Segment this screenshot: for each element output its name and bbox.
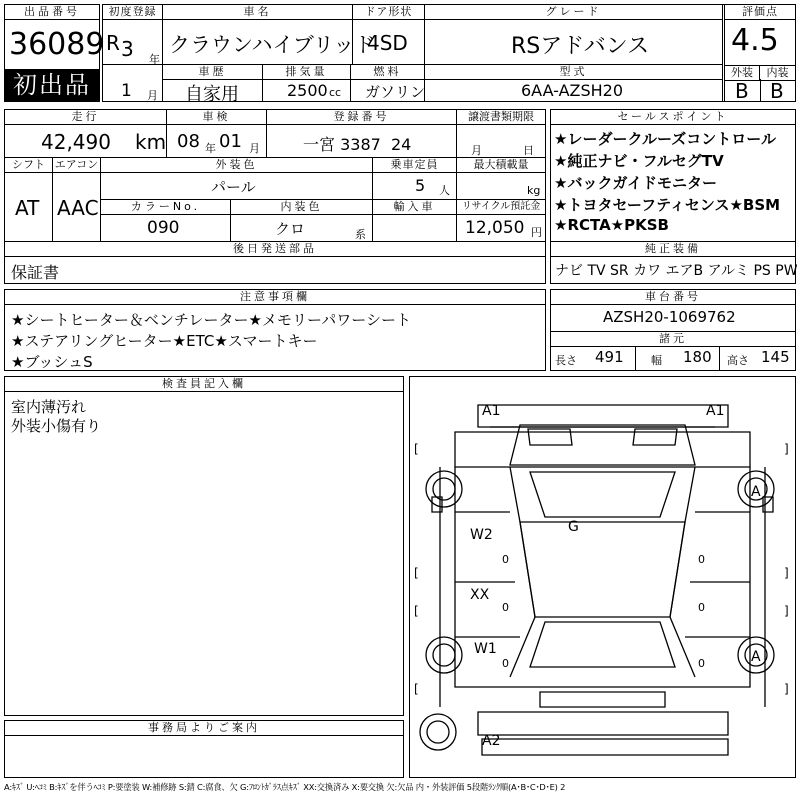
height-value: 145	[761, 348, 790, 366]
inspection-label: 車検	[167, 110, 267, 125]
max-load-unit: kg	[527, 184, 541, 197]
import-cell	[373, 214, 457, 242]
capacity-value: 5	[415, 176, 426, 195]
first-reg-month-unit: 月	[147, 89, 158, 102]
model-cell	[425, 79, 723, 101]
mark-right-front-wheel: A	[751, 484, 761, 500]
color-no-label: カラーNo.	[101, 200, 231, 215]
lot-box	[4, 4, 105, 102]
grade-label: グレード	[425, 5, 723, 20]
svg-text:]: ]	[784, 682, 789, 696]
shift-cell	[5, 172, 53, 242]
legend: A:ｷｽﾞ U:ﾍｺﾐ B:ｷｽﾞを伴うﾍｺﾐ P:要塗装 W:補修跡 S:錆 C:腐食、欠 G:ﾌﾛﾝﾄｶﾞﾗｽ点ｷｽﾞ XX:交換済み X:要交換 欠:欠品 内・外装評価 5段階ﾗﾝｸ順(A･B･C･D･E) 2	[4, 782, 566, 792]
capacity-label: 乗車定員	[373, 158, 457, 173]
int-color-cell	[231, 214, 373, 242]
transfer-day-unit: 日	[523, 144, 534, 157]
inspector-note: 外装小傷有り	[11, 417, 102, 435]
sales-points-label: セールスポイント	[551, 110, 795, 125]
svg-text:[: [	[414, 566, 419, 580]
sales-point-item: ★トヨタセーフティセンス★BSM	[554, 196, 781, 214]
first-reg-era: R	[106, 31, 120, 55]
height-label: 高さ	[727, 354, 749, 367]
aircon-value: AAC	[57, 196, 99, 220]
equipment-label: 純正装備	[551, 242, 795, 257]
recycle-value: 12,050	[465, 218, 525, 238]
plate-label: 登録番号	[267, 110, 457, 125]
score-int-label: 内装	[760, 65, 795, 81]
sales-point-item: ★バックガイドモニター	[554, 174, 717, 192]
transfer-month-unit: 月	[471, 144, 482, 157]
int-color-unit: 系	[355, 228, 366, 241]
shift-value: AT	[15, 196, 40, 220]
car-diagram	[410, 377, 795, 777]
fuel-label: 燃料	[351, 65, 425, 80]
inspection-month-unit: 月	[249, 142, 260, 155]
office-box	[4, 720, 404, 778]
svg-text:[: [	[414, 604, 419, 618]
score-ext-label: 外装	[725, 65, 760, 81]
aircon-label: エアコン	[53, 158, 101, 173]
mark-right-rear-wheel: A	[751, 649, 761, 665]
int-color-label: 内装色	[231, 200, 373, 215]
mileage-value: 42,490	[41, 130, 111, 154]
chassis-label: 車台番号	[551, 290, 795, 305]
recycle-label: リサイクル預託金	[457, 200, 545, 215]
score-box	[724, 4, 796, 102]
caution-item: ★シートヒーター＆ベンチレーター★メモリーパワーシート	[11, 311, 411, 329]
svg-text:[: [	[414, 682, 419, 696]
door-label: ドア形状	[353, 5, 425, 20]
capacity-cell	[373, 172, 457, 200]
mark-left-rear-fender: W1	[474, 641, 497, 657]
import-label: 輸入車	[373, 200, 457, 215]
inspection-month: 01	[219, 131, 242, 152]
plate-value: 一宮 3387 24	[303, 135, 412, 154]
mark-rear: A2	[482, 733, 501, 749]
zero-mark: 0	[502, 553, 509, 566]
capacity-unit: 人	[439, 184, 450, 197]
car-name-cell	[163, 19, 376, 65]
fuel-value: ガソリン	[365, 83, 426, 101]
header-table	[102, 4, 724, 105]
mileage-cell	[5, 124, 167, 158]
lot-number: 36089	[9, 27, 105, 62]
first-reg-year: 3	[121, 37, 134, 61]
fuel-cell	[351, 79, 425, 101]
lot-label: 出品番号	[5, 5, 99, 20]
svg-text:[: [	[414, 442, 419, 456]
svg-text:]: ]	[784, 604, 789, 618]
grade-value: RSアドバンス	[511, 34, 650, 59]
score-label: 評価点	[725, 5, 795, 20]
int-color-value: クロ	[275, 220, 306, 238]
aircon-cell	[53, 172, 101, 242]
equipment-box	[550, 242, 796, 284]
score-value: 4.5	[731, 23, 779, 58]
displacement-cell	[263, 79, 351, 101]
chassis-box	[550, 289, 796, 371]
first-reg-cell	[103, 19, 163, 65]
door-cell	[353, 19, 425, 65]
equipment-value: ナビ TV SR カワ エアB アルミ PS PW	[555, 263, 798, 279]
recycle-cell	[457, 214, 545, 242]
zero-mark: 0	[698, 553, 705, 566]
door-value: 4SD	[367, 31, 408, 55]
caution-label: 注意事項欄	[5, 290, 545, 305]
zero-mark: 0	[502, 657, 509, 670]
transfer-cell	[457, 124, 545, 158]
transfer-label: 譲渡書類期限	[457, 110, 545, 125]
history-cell	[163, 79, 263, 105]
width-label: 幅	[651, 354, 662, 367]
delivery-label: 後日発送部品	[5, 242, 545, 257]
history-label: 車歴	[163, 65, 263, 80]
sales-point-item: ★レーダークルーズコントロール	[554, 130, 776, 148]
details-table	[4, 109, 546, 242]
inspection-year-unit: 年	[205, 142, 216, 155]
office-label: 事務局よりご案内	[5, 721, 403, 736]
model-value: 6AA-AZSH20	[521, 81, 624, 100]
plate-cell	[267, 124, 457, 158]
first-reg-month-cell	[103, 65, 163, 101]
first-reg-month: 1	[121, 81, 132, 101]
sales-point-item: ★純正ナビ・フルセグTV	[554, 152, 724, 170]
inspection-cell	[167, 124, 267, 158]
grade-cell	[425, 19, 723, 65]
score-ext: B	[735, 79, 749, 103]
car-name-value: クラウンハイブリッド	[169, 33, 376, 57]
color-no-value: 090	[147, 218, 180, 238]
inspection-year: 08	[177, 131, 200, 152]
caution-item: ★ブッシュS	[11, 353, 93, 371]
max-load-label: 最大積載量	[457, 158, 545, 173]
width-value: 180	[683, 348, 712, 366]
first-reg-year-unit: 年	[149, 53, 160, 66]
delivery-value: 保証書	[11, 263, 60, 282]
zero-mark: 0	[698, 601, 705, 614]
color-no-cell	[101, 214, 231, 242]
mark-roof: G	[568, 519, 579, 535]
model-label: 型式	[425, 65, 723, 80]
svg-text:]: ]	[784, 442, 789, 456]
displacement-unit: cc	[329, 86, 342, 99]
inspector-label: 検査員記入欄	[5, 377, 403, 392]
displacement-value: 2500	[287, 81, 328, 100]
car-name-label: 車名	[163, 5, 353, 20]
zero-mark: 0	[502, 601, 509, 614]
recycle-unit: 円	[531, 226, 542, 239]
caution-box	[4, 289, 546, 371]
mileage-label: 走行	[5, 110, 167, 125]
mark-front-left: A1	[482, 403, 501, 419]
delivery-box	[4, 242, 546, 284]
zero-mark: 0	[698, 657, 705, 670]
ext-color-value: パール	[211, 178, 256, 196]
mileage-unit: km	[135, 130, 167, 154]
first-listing-badge: 初出品	[5, 69, 99, 101]
svg-text:]: ]	[784, 566, 789, 580]
ext-color-cell	[101, 172, 373, 200]
shift-label: シフト	[5, 158, 53, 173]
mark-front-right: A1	[706, 403, 725, 419]
caution-item: ★ステアリングヒーター★ETC★スマートキー	[11, 332, 318, 350]
inspector-box	[4, 376, 404, 716]
length-label: 長さ	[555, 354, 577, 367]
displacement-label: 排気量	[263, 65, 351, 80]
specs-label: 諸元	[551, 331, 795, 347]
ext-color-label: 外装色	[101, 158, 373, 173]
car-diagram-box	[409, 376, 796, 778]
max-load-cell	[457, 172, 545, 200]
history-value: 自家用	[185, 84, 239, 105]
inspector-note: 室内薄汚れ	[11, 398, 87, 416]
mark-left-rear-door: XX	[470, 587, 490, 603]
score-int: B	[770, 79, 784, 103]
sales-points-box	[550, 109, 796, 242]
chassis-value: AZSH20-1069762	[603, 308, 736, 326]
sales-point-item: ★RCTA★PKSB	[554, 216, 669, 234]
mark-left-front-door: W2	[470, 527, 493, 543]
length-value: 491	[595, 348, 624, 366]
first-reg-label: 初度登録	[103, 5, 163, 20]
